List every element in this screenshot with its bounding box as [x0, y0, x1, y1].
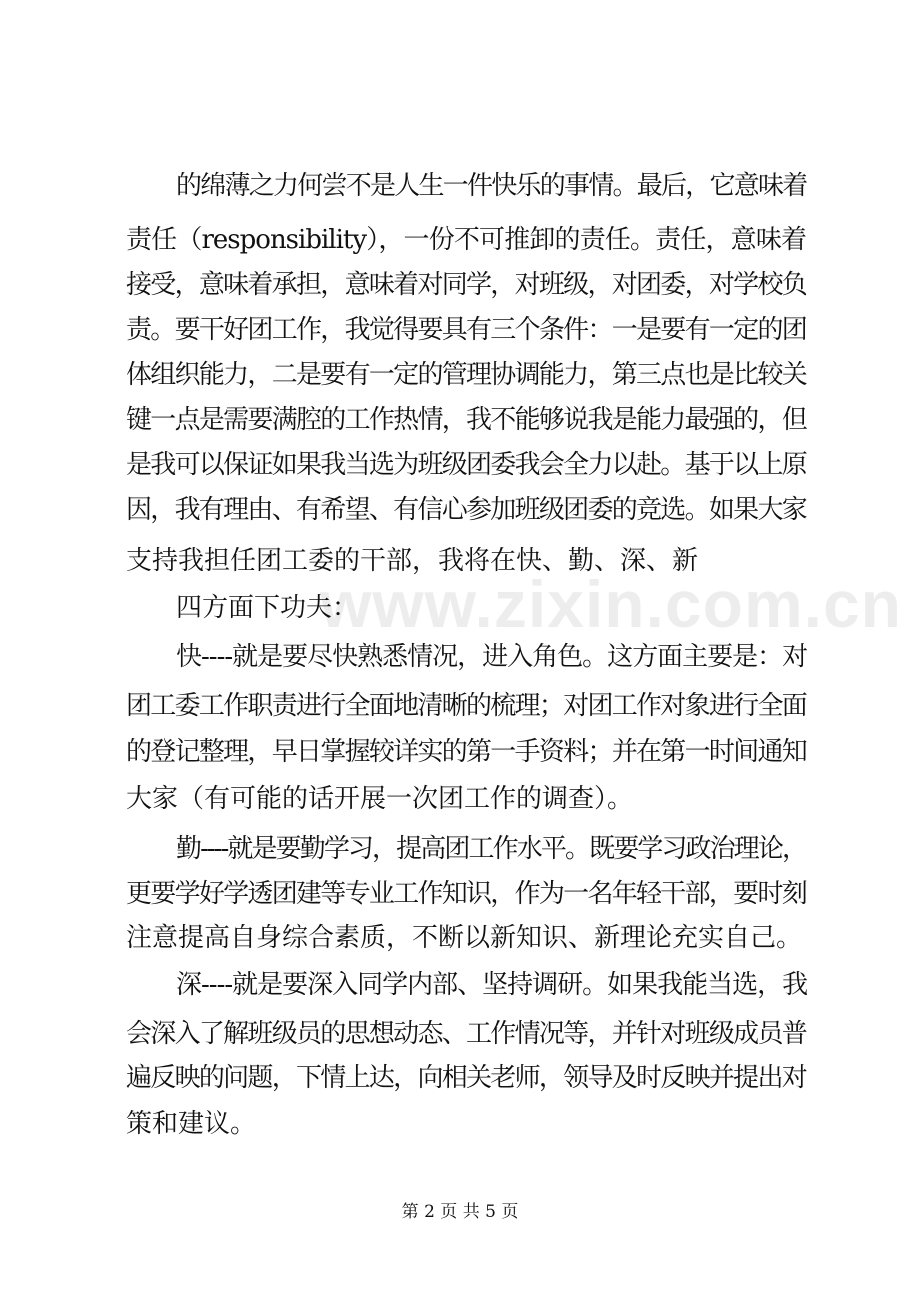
text-line: 快----就是要尽快熟悉情况，进入角色。这方面主要是：对 — [176, 642, 808, 672]
text-line: 是我可以保证如果我当选为班级团委我会全力以赴。基于以上原 — [126, 450, 806, 480]
text-line: 大家（有可能的话开展一次团工作的调查）。 — [126, 784, 634, 814]
text-line: 责任（responsibility），一份不可推卸的责任。责任，意味着 — [126, 225, 806, 255]
text-line: 因，我有理由、有希望、有信心参加班级团委的竞选。如果大家 — [126, 495, 806, 525]
text-line: 接受，意味着承担，意味着对同学，对班级，对团委，对学校负 — [126, 270, 806, 300]
text-line: 会深入了解班级员的思想动态、工作情况等，并针对班级成员普 — [126, 1019, 806, 1049]
text-line: 键一点是需要满腔的工作热情，我不能够说我是能力最强的，但 — [126, 405, 806, 435]
page-footer: 第 2 页 共 5 页 — [401, 1202, 519, 1222]
text-line: 四方面下功夫： — [176, 593, 359, 623]
text-line: 注意提高自身综合素质，不断以新知识、新理论充实自己。 — [126, 923, 803, 953]
text-line: 深----就是要深入同学内部、坚持调研。如果我能当选，我 — [176, 970, 808, 1000]
text-line: 勤----就是要勤学习，提高团工作水平。既要学习政治理论， — [176, 834, 806, 864]
text-line: 更要学好学透团建等专业工作知识，作为一名年轻干部，要时刻 — [126, 879, 806, 909]
text-line: 的登记整理，早日掌握较详实的第一手资料；并在第一时间通知 — [126, 737, 806, 767]
text-line: 支持我担任团工委的干部，我将在快、勤、深、新 — [126, 546, 699, 576]
text-line: 遍反映的问题，下情上达，向相关老师，领导及时反映并提出对 — [126, 1063, 806, 1093]
text-line: 策和建议。 — [126, 1109, 257, 1139]
text-line: 团工委工作职责进行全面地清晰的梳理；对团工作对象进行全面 — [126, 691, 806, 721]
watermark-logo: www.zixin.com.cn — [320, 567, 902, 641]
text-line: 的绵薄之力何尝不是人生一件快乐的事情。最后，它意味着 — [176, 171, 807, 201]
text-line: 体组织能力，二是要有一定的管理协调能力，第三点也是比较关 — [126, 360, 806, 390]
text-line: 责。要干好团工作，我觉得要具有三个条件：一是要有一定的团 — [126, 315, 806, 345]
